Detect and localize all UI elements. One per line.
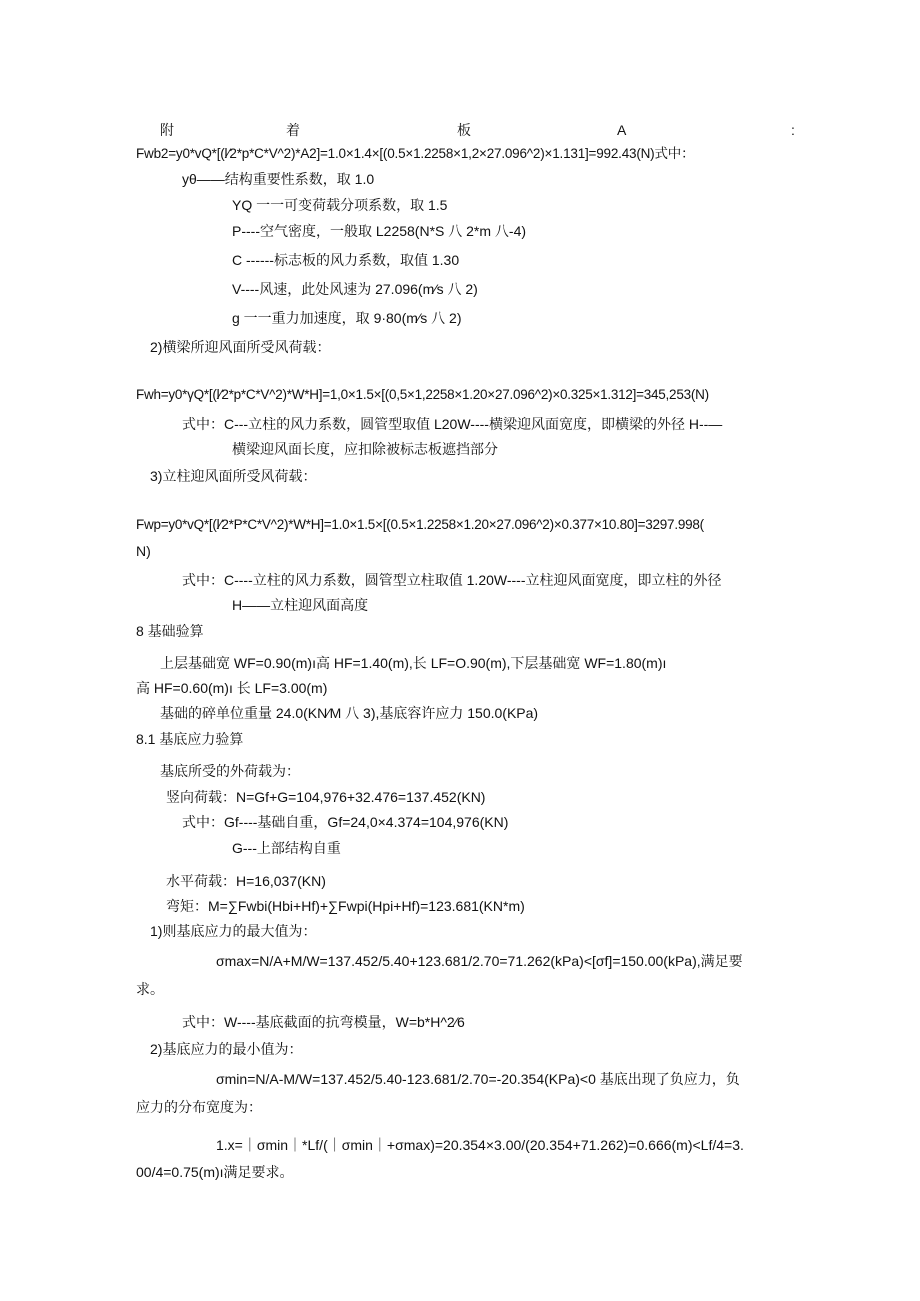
def-gravity: g 一一重力加速度，取 9·80(m⁄s 八 2) bbox=[232, 310, 462, 326]
formula-negative-stress-width-cont: 00/4=0.75(m)ı满足要求。 bbox=[136, 1164, 294, 1180]
formula-fwp: Fwp=y0*vQ*[(l⁄2*P*C*V^2)*W*H]=1.0×1.5×[(0.5×1.2258×1.20×27.096^2)×0.377×10.80]=3297.998( bbox=[136, 517, 704, 532]
section-column-wind-load: 3)立柱迎风面所受风荷载： bbox=[150, 468, 317, 484]
def-wind-speed: V----风速，此处风速为 27.096(m⁄s 八 2) bbox=[232, 281, 478, 297]
def-wind-coefficient: C ------标志板的风力系数，取值 1.30 bbox=[232, 252, 460, 268]
formula-sigma-max: σmax=N/A+M/W=137.452/5.40+123.681/2.70=71.262(kPa)<[σf]=150.00(kPa),满足要 bbox=[216, 953, 743, 969]
formula-fwh: Fwh=y0*γQ*[(l⁄2*p*C*V^2)*W*H]=1,0×1.5×[(0,5×1,2258×1.20×27.096^2)×0.325×1.312]=345,253(N) bbox=[136, 387, 709, 402]
heading-attached-plate bbox=[0, 121, 920, 139]
note-section-modulus: 式中：W----基底截面的抗弯模量，W=b*H^2⁄6 bbox=[182, 1014, 465, 1030]
formula-fwp-unit: N) bbox=[136, 543, 151, 559]
formula-fwb2: Fwb2=y0*vQ*[(l⁄2*p*C*V^2)*A2]=1.0×1.4×[(0.5×1.2258×1,2×27.096^2)×1.131]=992.43(N)式中： bbox=[136, 146, 695, 161]
formula-sigma-max-cont: 求。 bbox=[136, 981, 164, 997]
formula-negative-stress-width: 1.x=｜σmin｜*Lf/(｜σmin｜+σmax)=20.354×3.00/(20.354+71.262)=0.666(m)<Lf/4=3. bbox=[216, 1137, 744, 1153]
heading-foundation-check: 8 基础验算 bbox=[136, 623, 204, 639]
heading-char-5: : bbox=[791, 122, 795, 138]
foundation-unit-weight: 基础的碎单位重量 24.0(KN⁄M 八 3),基底容许应力 150.0(KPa) bbox=[160, 705, 539, 721]
section-beam-wind-load: 2)横梁所迎风面所受风荷载： bbox=[150, 339, 331, 355]
foundation-dimensions-cont: 高 HF=0.60(m)ı 长 LF=3.00(m) bbox=[136, 680, 328, 696]
def-gamma0: yθ——结构重要性系数，取 1.0 bbox=[182, 171, 375, 187]
note-beam-length: 横梁迎风面长度，应扣除被标志板遮挡部分 bbox=[232, 441, 498, 457]
heading-base-stress-check: 8.1 基底应力验算 bbox=[136, 731, 244, 747]
formula-sigma-min: σmin=N/A-M/W=137.452/5.40-123.681/2.70=-20.354(KPa)<0 基底出现了负应力，负 bbox=[216, 1071, 740, 1087]
def-gammaq: YQ 一一可变荷载分项系数，取 1.5 bbox=[232, 197, 448, 213]
vertical-load: 竖向荷载：N=Gf+G=104,976+32.476=137.452(KN) bbox=[166, 789, 486, 805]
note-column-height: H——立柱迎风面高度 bbox=[232, 597, 369, 613]
note-foundation-weight: 式中：Gf----基础自重，Gf=24,0×4.374=104,976(KN) bbox=[182, 814, 509, 830]
bending-moment: 弯矩：M=∑Fwbi(Hbi+Hf)+∑Fwpi(Hpi+Hf)=123.681(KN*m) bbox=[166, 898, 525, 914]
section-max-stress: 1)则基底应力的最大值为： bbox=[150, 923, 317, 939]
foundation-dimensions: 上层基础宽 WF=0.90(m)ı高 HF=1.40(m),长 LF=O.90(m),下层基础宽 WF=1.80(m)ı bbox=[160, 655, 667, 671]
formula-sigma-min-cont: 应力的分布宽度为： bbox=[136, 1099, 262, 1115]
def-air-density: P----空气密度，一般取 L2258(N*S 八 2*m 八-4) bbox=[232, 223, 527, 239]
horizontal-load: 水平荷载：H=16,037(KN) bbox=[166, 873, 326, 889]
note-superstructure-weight: G---上部结构自重 bbox=[232, 840, 341, 856]
heading-char-1: 附 bbox=[160, 122, 174, 138]
section-min-stress: 2)基底应力的最小值为： bbox=[150, 1041, 303, 1057]
note-column-coefficient: 式中：C----立柱的风力系数，圆管型立柱取值 1.20W----立柱迎风面宽度，即立柱的外径 bbox=[182, 572, 722, 588]
external-loads-intro: 基底所受的外荷载为： bbox=[160, 763, 300, 779]
heading-char-4: A bbox=[617, 122, 627, 138]
heading-char-3: 板 bbox=[457, 122, 471, 138]
heading-char-2: 着 bbox=[286, 122, 300, 138]
note-beam-coefficient: 式中：C---立柱的风力系数，圆管型取值 L20W----横梁迎风面宽度，即横梁的外径 H--— bbox=[182, 416, 723, 432]
